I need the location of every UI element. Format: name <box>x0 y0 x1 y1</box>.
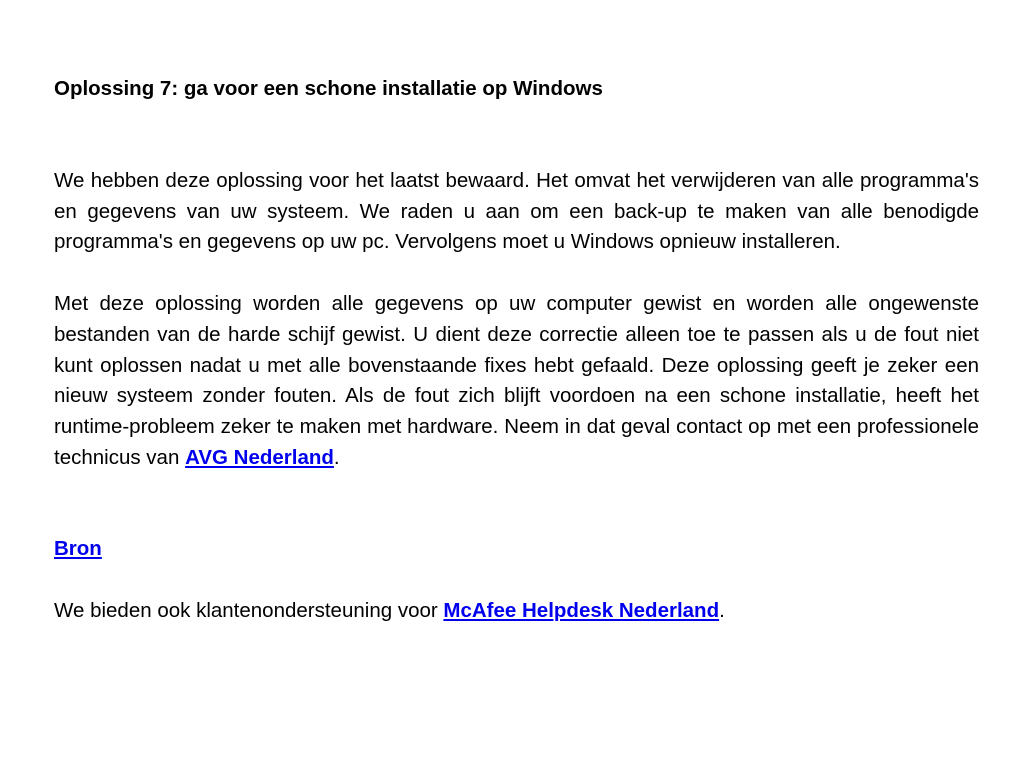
avg-nederland-link[interactable]: AVG Nederland <box>185 445 334 469</box>
paragraph-support-text: We bieden ook klantenondersteuning voor <box>54 599 444 623</box>
slide-content <box>54 74 979 627</box>
spacer <box>54 565 979 596</box>
spacer <box>54 258 979 289</box>
mcafee-helpdesk-link[interactable]: McAfee Helpdesk Nederland <box>443 599 720 623</box>
period: . <box>719 599 725 623</box>
section-heading: Oplossing 7: ga voor een schone installatie op Windows <box>54 77 603 100</box>
paragraph-support <box>54 596 979 627</box>
paragraph-intro: We hebben deze oplossing voor het laatst bewaard. Het omvat het verwijderen van alle programma's en gegevens van uw systeem. We raden u aan om een back-up te maken van alle benodigde programma's en gegevens op uw pc. Vervolgens moet u Windows opnieuw installeren. <box>54 169 979 254</box>
paragraph-details-text: Met deze oplossing worden alle gegevens op uw computer gewist en worden alle ongewenste bestanden van de harde schijf gewist. U dient deze correctie alleen toe te passen als u de fout niet kunt oplossen nadat u met alle bovenstaande fixes hebt gefaald. Deze oplossing geeft je zeker een nieuw systeem zonder fouten. Als de fout zich blijft voordoen na een schone installatie, heeft het runtime-probleem zeker te maken met hardware. Neem in dat geval contact op met een professionele technicus van <box>54 292 979 469</box>
spacer <box>54 105 979 166</box>
period: . <box>333 445 340 469</box>
source-line <box>54 534 979 565</box>
source-link[interactable]: Bron <box>54 537 102 561</box>
spacer <box>54 473 979 534</box>
paragraph-details <box>54 289 979 473</box>
